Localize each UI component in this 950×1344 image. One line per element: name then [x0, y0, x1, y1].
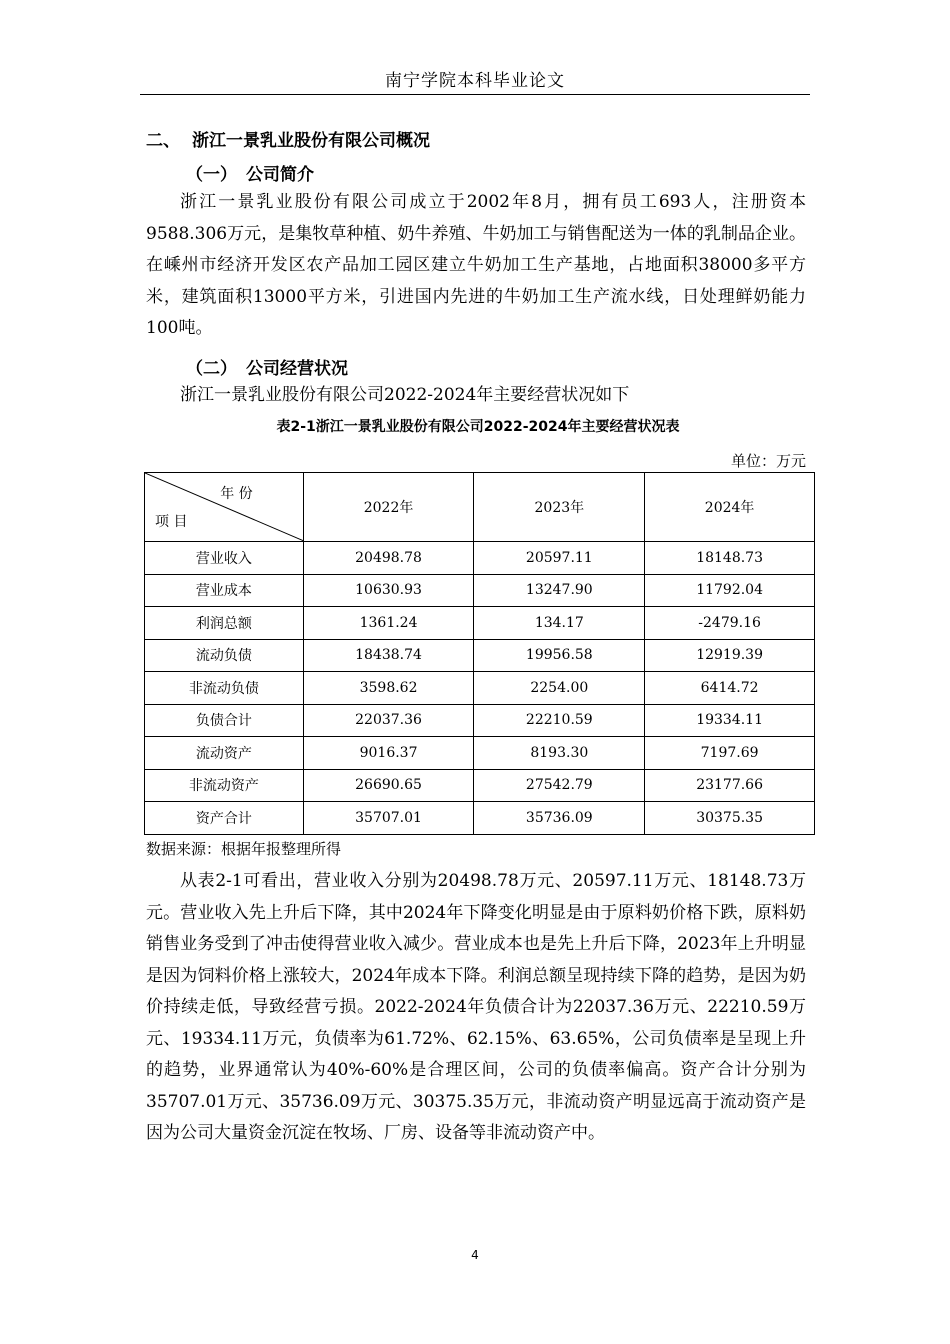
table-cell: 20597.11	[474, 542, 645, 575]
row-label: 非流动资产	[145, 769, 304, 802]
row-label: 非流动负债	[145, 672, 304, 705]
row-label: 营业成本	[145, 574, 304, 607]
table-cell: 6414.72	[645, 672, 815, 705]
table-cell: 19334.11	[645, 704, 815, 737]
table-cell: -2479.16	[645, 607, 815, 640]
table-cell: 12919.39	[645, 639, 815, 672]
table-row	[145, 737, 815, 770]
paragraph-operating-intro: 浙江一景乳业股份有限公司2022-2024年主要经营状况如下	[180, 385, 630, 405]
table-cell: 35736.09	[474, 802, 645, 835]
subsection-number-1: （一）	[186, 165, 237, 185]
table-row	[145, 802, 815, 835]
table-cell: 18148.73	[645, 542, 815, 575]
table-cell: 10630.93	[303, 574, 474, 607]
subsection-title-1: 公司简介	[246, 165, 314, 185]
table-source-note: 数据来源：根据年报整理所得	[146, 840, 342, 858]
corner-year-label: 年 份	[220, 486, 253, 502]
table-cell: 27542.79	[474, 769, 645, 802]
table-cell: 9016.37	[303, 737, 474, 770]
paragraph-analysis: 从表2-1可看出，营业收入分别为20498.78万元、20597.11万元、18148.73万元。营业收入先上升后下降，其中2024年下降变化明显是由于原料奶价格下跌，原料奶销售业务受到了冲击使得营业收入减少。营业成本也是先上升后下降，2023年上升明显是因为饲料价格上涨较大，2024年成本下降。利润总额呈现持续下降的趋势，是因为奶价持续走低，导致经营亏损。2022-2024年负债合计为22037.36万元、22210.59万元、19334.11万元，负债率为61.72%、62.15%、63.65%，公司负债率是呈现上升的趋势，业界通常认为40%-60%是合理区间，公司的负债率偏高。资产合计分别为35707.01万元、35736.09万元、30375.35万元，非流动资产明显远高于流动资产是因为公司大量资金沉淀在牧场、厂房、设备等非流动资产中。	[146, 871, 806, 1143]
row-label: 营业收入	[145, 542, 304, 575]
column-header: 2023年	[474, 473, 645, 542]
corner-item-label: 项 目	[155, 514, 188, 530]
subsection-heading-2	[186, 354, 348, 379]
table-cell: 134.17	[474, 607, 645, 640]
table-row	[145, 639, 815, 672]
table-cell: 26690.65	[303, 769, 474, 802]
subsection-heading-1	[186, 160, 314, 185]
column-header: 2024年	[645, 473, 815, 542]
table-row	[145, 542, 815, 575]
table-cell: 8193.30	[474, 737, 645, 770]
section-title: 浙江一景乳业股份有限公司概况	[192, 131, 430, 151]
header-rule	[140, 94, 810, 95]
table-cell: 19956.58	[474, 639, 645, 672]
table-cell: 7197.69	[645, 737, 815, 770]
page-number: 4	[471, 1248, 479, 1262]
operating-table	[144, 472, 815, 835]
table-row	[145, 607, 815, 640]
table-cell: 30375.35	[645, 802, 815, 835]
table-cell: 2254.00	[474, 672, 645, 705]
table-cell: 22210.59	[474, 704, 645, 737]
row-label: 利润总额	[145, 607, 304, 640]
table-caption: 表2-1浙江一景乳业股份有限公司2022-2024年主要经营状况表	[276, 419, 680, 435]
table-cell: 13247.90	[474, 574, 645, 607]
table-cell: 22037.36	[303, 704, 474, 737]
column-header: 2022年	[303, 473, 474, 542]
table-corner-cell	[145, 473, 304, 542]
table-row	[145, 704, 815, 737]
table-header-row	[145, 473, 815, 542]
section-heading	[146, 126, 430, 151]
table-row	[145, 769, 815, 802]
row-label: 流动资产	[145, 737, 304, 770]
table-unit: 单位：万元	[730, 452, 806, 470]
row-label: 负债合计	[145, 704, 304, 737]
table-cell: 23177.66	[645, 769, 815, 802]
table-cell: 35707.01	[303, 802, 474, 835]
subsection-number-2: （二）	[186, 359, 237, 379]
row-label: 资产合计	[145, 802, 304, 835]
paragraph-company-intro: 浙江一景乳业股份有限公司成立于2002年8月，拥有员工693人，注册资本9588.306万元，是集牧草种植、奶牛养殖、牛奶加工与销售配送为一体的乳制品企业。在嵊州市经济开发区农产品加工园区建立牛奶加工生产基地，占地面积38000多平方米，建筑面积13000平方米，引进国内先进的牛奶加工生产流水线，日处理鲜奶能力100吨。	[146, 192, 806, 338]
table-cell: 3598.62	[303, 672, 474, 705]
page-header: 南宁学院本科毕业论文	[385, 71, 565, 91]
table-cell: 20498.78	[303, 542, 474, 575]
subsection-title-2: 公司经营状况	[246, 359, 348, 379]
table-row	[145, 672, 815, 705]
table-cell: 11792.04	[645, 574, 815, 607]
row-label: 流动负债	[145, 639, 304, 672]
table-cell: 1361.24	[303, 607, 474, 640]
table-cell: 18438.74	[303, 639, 474, 672]
table-row	[145, 574, 815, 607]
section-number: 二、	[146, 131, 180, 151]
